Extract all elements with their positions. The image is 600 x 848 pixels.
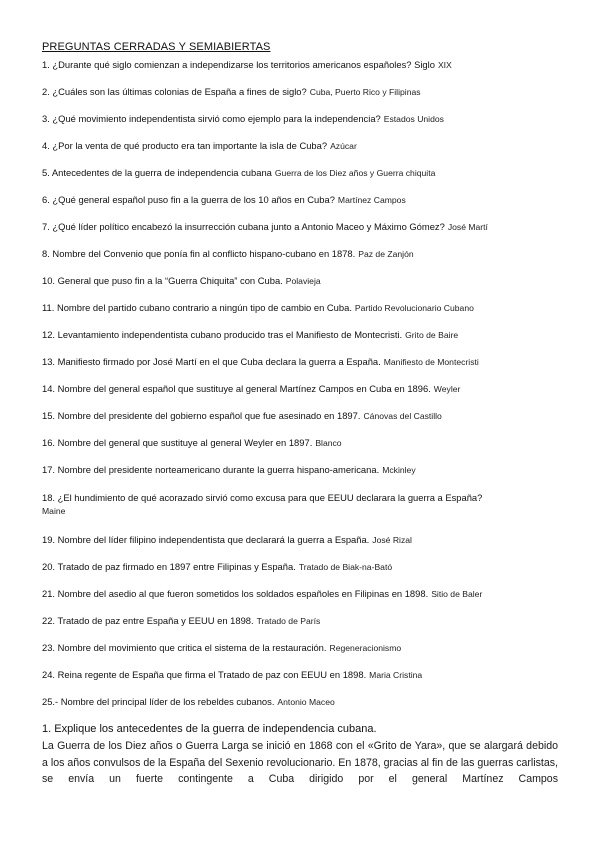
question-item bbox=[42, 355, 479, 369]
answer-text: Tratado de París bbox=[256, 616, 321, 626]
answer-text: XIX bbox=[437, 60, 452, 70]
section-heading: 1. Explique los antecedentes de la guerra de independencia cubana. bbox=[42, 723, 377, 735]
question-text: 1. ¿Durante qué siglo comienzan a independizarse los territorios americanos españoles? Siglo bbox=[42, 59, 435, 70]
question-text: 2. ¿Cuáles son las últimas colonias de España a fines de siglo? bbox=[42, 86, 307, 97]
answer-text: Cánovas del Castillo bbox=[363, 411, 442, 421]
answer-text: Partido Revolucionario Cubano bbox=[354, 303, 474, 313]
question-item bbox=[42, 587, 482, 601]
answer-text: Maria Cristina bbox=[369, 670, 423, 680]
question-text: 4. ¿Por la venta de qué producto era tan importante la isla de Cuba? bbox=[42, 140, 328, 151]
body-paragraph: La Guerra de los Diez años o Guerra Larga se inició en 1868 con el «Grito de Yara», que se alargará debido a los años convulsos de la España del Sexenio revolucionario. En 1878, gracias al fin de las guerras carlistas, se envía un fuerte contingente a Cuba dirigido por el general Martínez Campos bbox=[42, 740, 558, 785]
question-item bbox=[42, 560, 392, 574]
question-text: 8. Nombre del Convenio que ponía fin al conflicto hispano-cubano en 1878. bbox=[42, 248, 356, 259]
answer-text: Sitio de Baler bbox=[431, 589, 483, 599]
question-item bbox=[42, 85, 421, 99]
question-item bbox=[42, 668, 422, 682]
question-text: 23. Nombre del movimiento que critica el sistema de la restauración. bbox=[42, 642, 327, 653]
question-text: 24. Reina regente de España que firma el Tratado de paz con EEUU en 1898. bbox=[42, 669, 367, 680]
question-item bbox=[42, 274, 321, 288]
question-text: 22. Tratado de paz entre España y EEUU en 1898. bbox=[42, 615, 254, 626]
question-text: 11. Nombre del partido cubano contrario a ningún tipo de cambio en Cuba. bbox=[42, 302, 352, 313]
question-item bbox=[42, 58, 452, 72]
question-text: 18. ¿El hundimiento de qué acorazado sirvió como excusa para que EEUU declarara la guerra a España? bbox=[42, 492, 483, 503]
answer-text: Cuba, Puerto Rico y Filipinas bbox=[309, 87, 421, 97]
question-item bbox=[42, 193, 406, 207]
answer-text: José Rizal bbox=[372, 535, 412, 545]
question-item bbox=[42, 247, 414, 261]
question-item bbox=[42, 614, 320, 628]
question-item bbox=[42, 382, 460, 396]
question-item bbox=[42, 436, 342, 450]
question-item bbox=[42, 112, 444, 126]
answer-text: Regeneracionismo bbox=[329, 643, 402, 653]
answer-text: Grito de Baire bbox=[405, 330, 459, 340]
answer-text: Maine bbox=[42, 506, 66, 516]
answer-text: Mckinley bbox=[382, 465, 416, 475]
answer-text: Weyler bbox=[433, 384, 461, 394]
question-item bbox=[42, 463, 416, 477]
answer-text: José Martí bbox=[447, 222, 488, 232]
question-text: 10. General que puso fin a la “Guerra Chiquita” con Cuba. bbox=[42, 275, 283, 286]
answer-text: Paz de Zanjón bbox=[358, 249, 414, 259]
question-item bbox=[42, 328, 458, 342]
question-text: 3. ¿Qué movimiento independentista sirvió como ejemplo para la independencia? bbox=[42, 113, 381, 124]
question-text: 15. Nombre del presidente del gobierno español que fue asesinado en 1897. bbox=[42, 410, 361, 421]
answer-text: Blanco bbox=[315, 438, 342, 448]
answer-text: Polavieja bbox=[285, 276, 321, 286]
answer-text: Guerra de los Diez años y Guerra chiquita bbox=[274, 168, 436, 178]
answer-text: Antonio Maceo bbox=[277, 697, 335, 707]
answer-text: Estados Unidos bbox=[383, 114, 444, 124]
question-item bbox=[42, 491, 562, 518]
question-item bbox=[42, 166, 435, 180]
question-item bbox=[42, 301, 474, 315]
answer-text: Azúcar bbox=[330, 141, 357, 151]
question-text: 19. Nombre del líder filipino independentista que declarará la guerra a España. bbox=[42, 534, 370, 545]
question-text: 17. Nombre del presidente norteamericano durante la guerra hispano-americana. bbox=[42, 464, 380, 475]
question-item bbox=[42, 533, 412, 547]
question-text: 20. Tratado de paz firmado en 1897 entre Filipinas y España. bbox=[42, 561, 296, 572]
question-text: 12. Levantamiento independentista cubano producido tras el Manifiesto de Montecristi. bbox=[42, 329, 403, 340]
question-item bbox=[42, 220, 488, 234]
question-text: 7. ¿Qué líder político encabezó la insurrección cubana junto a Antonio Maceo y Máximo Gómez? bbox=[42, 221, 445, 232]
question-text: 25.- Nombre del principal líder de los rebeldes cubanos. bbox=[42, 696, 275, 707]
answer-text: Martínez Campos bbox=[337, 195, 406, 205]
answer-text: Manifiesto de Montecristi bbox=[383, 357, 479, 367]
question-item bbox=[42, 695, 335, 709]
question-item bbox=[42, 409, 442, 423]
question-text: 13. Manifiesto firmado por José Martí en el que Cuba declara la guerra a España. bbox=[42, 356, 381, 367]
question-text: 6. ¿Qué general español puso fin a la guerra de los 10 años en Cuba? bbox=[42, 194, 335, 205]
question-item bbox=[42, 641, 401, 655]
question-text: 5. Antecedentes de la guerra de independencia cubana bbox=[42, 167, 272, 178]
question-text: 14. Nombre del general español que sustituye al general Martínez Campos en Cuba en 1896. bbox=[42, 383, 431, 394]
document-title: PREGUNTAS CERRADAS Y SEMIABIERTAS bbox=[42, 41, 271, 53]
question-text: 16. Nombre del general que sustituye al general Weyler en 1897. bbox=[42, 437, 313, 448]
question-item bbox=[42, 139, 357, 153]
question-text: 21. Nombre del asedio al que fueron sometidos los soldados españoles en Filipinas en 1898. bbox=[42, 588, 429, 599]
answer-text: Tratado de Biak-na-Bató bbox=[298, 562, 393, 572]
